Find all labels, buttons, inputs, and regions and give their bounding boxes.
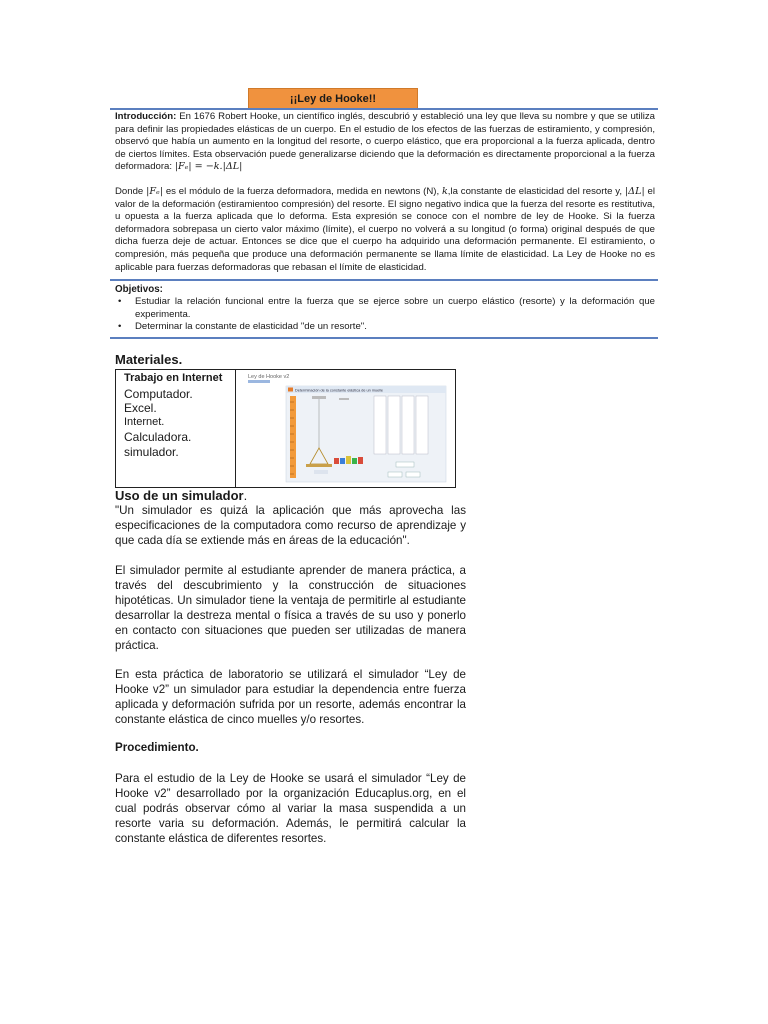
def-text-2: es el módulo de la fuerza deformadora, medida en newtons (N), (162, 186, 442, 197)
materials-box-heading: Trabajo en Internet (124, 372, 223, 384)
def-text-1: Donde (115, 186, 147, 197)
def-text-4: el valor de la deformación (estiramientoo compresión) del resorte. El signo negativo indica que la fuerza del resorte es restitutiva, u opuesta a la fuerza aplicada que lo deforma. Esta expresión se conoce con el nombre de ley de Hooke. Si la fuerza deformadora sobrepasa un cierto valor máximo (límite), el cuerpo no volverá a su longitud (o forma) original después de que dicha fuerza deje de actuar. Entonces se dice que el cuerpo ha adquirido una deformación permanente. El estiramiento, o compresión, más pequeña que produce una deformación permanente se llama límite de elasticidad. La Ley de Hooke no es aplicable para fuerzas deformadoras que rebasan el límite de elasticidad. (115, 186, 655, 273)
list-item: • Estudiar la relación funcional entre la fuerza que se ejerce sobre un cuerpo elástico (resorte) y la deformación que experimenta. (115, 296, 655, 321)
objectives-title: Objetivos: (115, 284, 163, 295)
simulator-heading (115, 488, 247, 503)
symbol-k: k (441, 186, 448, 197)
divider (110, 108, 658, 110)
list-item: • Determinar la constante de elasticidad "de un resorte". (115, 321, 655, 334)
procedure-heading: Procedimiento. (115, 741, 199, 754)
list-item: simulador. (124, 445, 179, 459)
hooke-formula: |Fₑ| = −k.|ΔL| (174, 161, 243, 173)
materials-heading: Materiales. (115, 352, 183, 367)
list-item: Internet. (124, 416, 165, 428)
objectives-list (115, 296, 655, 334)
simulator-screenshot (236, 370, 455, 487)
simulator-quote: "Un simulador es quizá la aplicación que más aprovecha las especificaciones de la computadora como recurso de aprendizaje y que cada día se extiende más en áreas de la educación". (115, 504, 466, 547)
simulator-thumbnail (236, 370, 455, 487)
symbol-force: |Fₑ| (146, 186, 163, 197)
definition-paragraph (115, 186, 655, 274)
page-title: ¡¡Ley de Hooke!! (248, 88, 418, 110)
simulator-usage-paragraph: En esta práctica de laboratorio se utilizará el simulador “Ley de Hooke v2” un simulador para estudiar la dependencia entre fuerza aplicada y deformación sufrida por un resorte, además encontrar la constante elástica de cinco muelles y/o resortes. (115, 668, 466, 726)
simulator-paragraph: El simulador permite al estudiante aprender de manera práctica, a través del descubrimiento y la construcción de situaciones hipotéticas. Un simulador tiene la ventaja de permitirle al estudiante desarrollar la destreza mental o física a través de su uso y ponerlo en contacto con situaciones que pueden ser utilizadas de manera práctica. (115, 564, 466, 652)
divider (110, 279, 658, 281)
intro-text: En 1676 Robert Hooke, un científico inglés, descubrió y estableció una ley que lleva su nombre y que se utiliza para definir las propiedades elásticas de un cuerpo. En el estudio de los efectos de las fuerzas de estiramiento, y compresión, observó que había un aumento en la longitud del resorte, o cuerpo elástico, que era proporcional a la fuerza aplicada, dentro de ciertos límites. Esta observación puede generalizarse diciendo que la deformación es directamente proporcional a la fuerza deformadora: (115, 111, 655, 173)
materials-list-cell (116, 370, 236, 487)
intro-paragraph (115, 111, 655, 174)
materials-table (115, 369, 456, 488)
list-item: Computador. (124, 387, 193, 401)
list-item: Excel. (124, 401, 157, 415)
simulator-heading-text: Uso de un simulador (115, 488, 244, 503)
symbol-deformation: |ΔL| (624, 186, 645, 197)
list-item: Calculadora. (124, 430, 192, 444)
intro-label: Introducción: (115, 111, 177, 122)
sim-panel-title: Determinación de la constante elástica de un muelle (295, 388, 384, 393)
procedure-paragraph: Para el estudio de la Ley de Hooke se usará el simulador “Ley de Hooke v2” desarrollado por la organización Educaplus.org, en el cual podrás observar cómo al variar la masa suspendida a un resorte varia su deformación. Además, le permitirá calcular la constante elástica de diferentes resortes. (115, 772, 466, 845)
def-text-3: ,la constante de elasticidad del resorte y, (447, 186, 625, 197)
simulator-heading-suffix: . (243, 488, 248, 503)
divider (110, 337, 658, 339)
sim-window-title: Ley de Hooke v2 (248, 374, 290, 380)
